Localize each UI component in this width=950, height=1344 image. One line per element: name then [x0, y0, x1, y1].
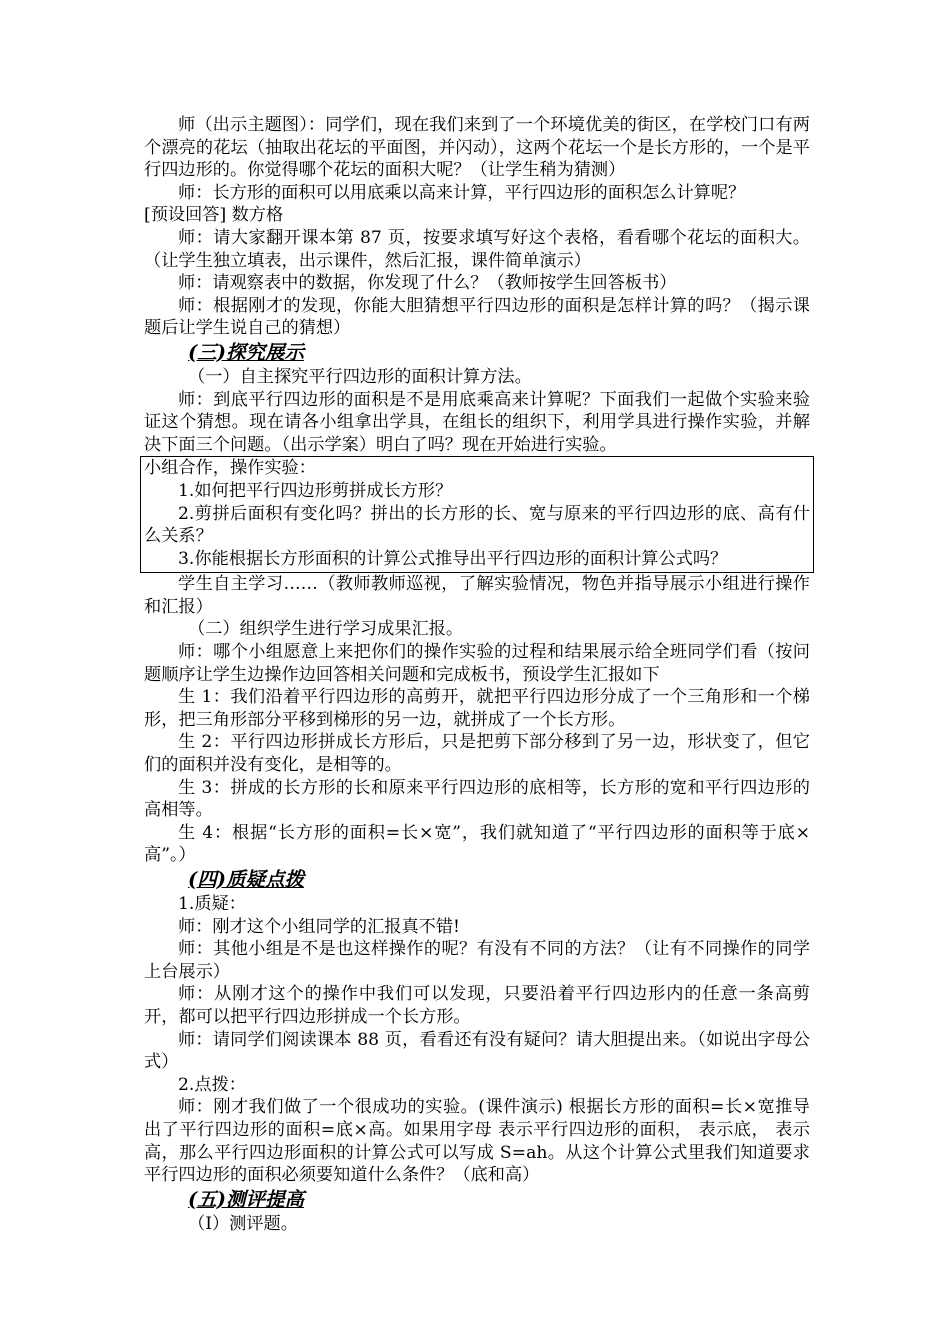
paragraph: 2.点拨： — [178, 1074, 246, 1095]
paragraph: （Ⅰ）测评题。 — [188, 1213, 298, 1234]
paragraph: 师：从刚才这个的操作中我们可以发现，只要沿着平行四边形内的任意一条高剪开，都可以把平行四边形拼成一个长方形。 — [144, 984, 810, 1027]
paragraph: 师：请同学们阅读课本 88 页，看看还有没有疑问？请大胆提出来。（如说出字母公式） — [144, 1029, 810, 1073]
paragraph: （二）组织学生进行学习成果汇报。 — [188, 619, 464, 640]
task-item: 2.剪拼后面积有变化吗？拼出的长方形的长、宽与原来的平行四边形的底、高有什么关系？ — [144, 503, 810, 547]
paragraph: 生 2：平行四边形拼成长方形后，只是把剪下部分移到了另一边，形状变了，但它们的面积并没有变化，是相等的。 — [144, 732, 810, 776]
paragraph: 师：刚才我们做了一个很成功的实验。(课件演示) 根据长方形的面积=长×宽推导出了平行四边形的面积=底×高。如果用字母 表示平行四边形的面积， 表示底， 表示高，那么平行四边形面积的计算公式可以写成 S=ah。从这个计算公式里我们知道要求平行四边形的面积必须要知道什么条件？（底和高） — [144, 1097, 810, 1186]
paragraph: 师：刚才这个小组同学的汇报真不错! — [178, 916, 460, 937]
paragraph: 师（出示主题图）：同学们，现在我们来到了一个环境优美的街区，在学校门口有两个漂亮的花坛（抽取出花坛的平面图，并闪动），这两个花坛一个是长方形的，一个是平行四边形的。你觉得哪个花坛的面积大呢？（让学生稍为猜测） — [144, 115, 810, 181]
task-item: 1.如何把平行四边形剪拼成长方形？ — [178, 480, 453, 501]
paragraph: 师：到底平行四边形的面积是不是用底乘高来计算呢？下面我们一起做个实验来验证这个猜想。现在请各小组拿出学具，在组长的组织下，利用学具进行操作实验，并解决下面三个问题。（出示学案）明白了吗？现在开始进行实验。 — [144, 389, 810, 455]
paragraph: 生 4：根据“长方形的面积=长×宽”，我们就知道了“平行四边形的面积等于底×高”。） — [144, 822, 810, 866]
paragraph: [预设回答] 数方格 — [144, 205, 284, 226]
task-box — [140, 456, 814, 573]
paragraph: 1.质疑： — [178, 894, 246, 914]
section-heading-4: (四)质疑点拨 — [188, 868, 304, 891]
section-heading-3: (三)探究展示 — [188, 340, 304, 364]
paragraph: 生 3：拼成的长方形的长和原来平行四边形的底相等，长方形的宽和平行四边形的高相等。 — [144, 777, 810, 821]
paragraph: 师：根据刚才的发现，你能大胆猜想平行四边形的面积是怎样计算的吗？（揭示课题后让学生说自己的猜想） — [144, 295, 810, 339]
paragraph: 学生自主学习……（教师教师巡视，了解实验情况，物色并指导展示小组进行操作和汇报） — [144, 574, 810, 617]
paragraph: （一）自主探究平行四边形的面积计算方法。 — [188, 366, 532, 387]
document-page — [144, 114, 810, 1235]
paragraph: 师：哪个小组愿意上来把你们的操作实验的过程和结果展示给全班同学们看（按问题顺序让学生边操作边回答相关问题和完成板书，预设学生汇报如下 — [144, 642, 810, 685]
paragraph: 生 1：我们沿着平行四边形的高剪开，就把平行四边形分成了一个三角形和一个梯形，把三角形部分平移到梯形的另一边，就拼成了一个长方形。 — [144, 687, 810, 730]
paragraph: 师：其他小组是不是也这样操作的呢？有没有不同的方法？（让有不同操作的同学上台展示） — [144, 939, 810, 982]
task-box-title: 小组合作，操作实验： — [144, 458, 316, 479]
paragraph: 师：请大家翻开课本第 87 页，按要求填写好这个表格，看看哪个花坛的面积大。（让学生独立填表，出示课件，然后汇报，课件简单演示） — [144, 227, 810, 271]
paragraph: 师：请观察表中的数据，你发现了什么？（教师按学生回答板书） — [178, 273, 677, 294]
task-item: 3.你能根据长方形面积的计算公式推导出平行四边形的面积计算公式吗？ — [178, 548, 728, 569]
section-heading-5: (五)测评提高 — [188, 1187, 304, 1211]
paragraph: 师：长方形的面积可以用底乘以高来计算，平行四边形的面积怎么计算呢？ — [178, 182, 746, 203]
